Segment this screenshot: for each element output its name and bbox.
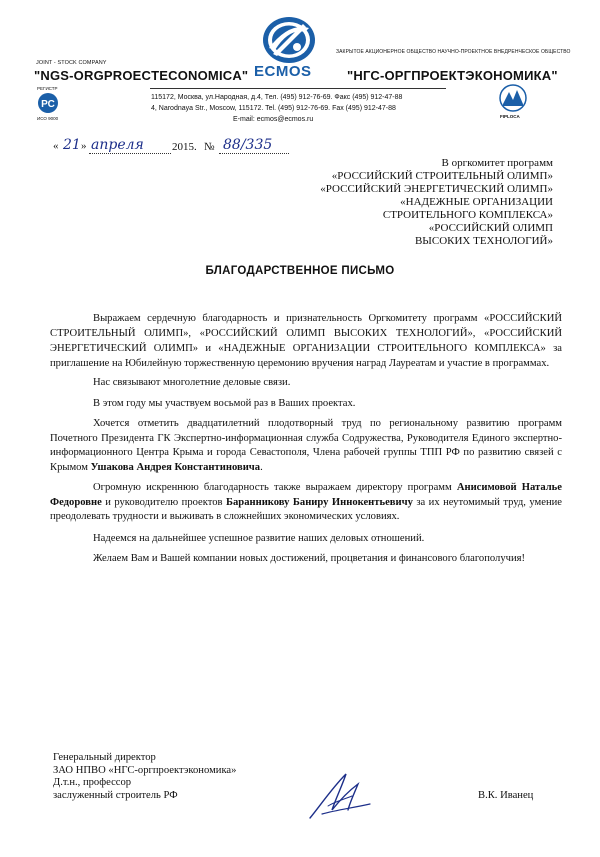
addressee-line: «РОССИЙСКИЙ ОЛИМП [428,222,553,234]
paragraph-4-text: Хочется отметить двадцатилетний плодотворный труд по региональному развитию программ Почетного Президента ГК Экспертно-информационная служба Содружества, Руководителя Единого экспертно-информационного Центра Крыма и города Севастополя, Члена рабочей группы ТПП РФ по развитию связей с Крымом [50,418,562,473]
svg-text:РС: РС [41,99,55,110]
logo-text: ECMOS [254,63,312,80]
paragraph-5-c: за их неутомимый труд, умение преодолевать трудности и выживать в сложнейших экономических условиях. [50,496,562,522]
signature-line: Д.т.н., профессор [53,777,132,789]
number-underline [219,153,289,154]
address-ru: 115172, Москва, ул.Народная, д.4, Тел. (495) 912-76-69. Факс (495) 912-47-88 [151,94,403,101]
addressee-block [320,157,553,248]
addressee-line: СТРОИТЕЛЬНОГО КОМПЛЕКСА» [382,209,553,221]
addressee-line: ВЫСОКИХ ТЕХНОЛОГИЙ» [414,235,553,247]
signature-line: Генеральный директор [53,752,156,763]
registry-label: РЕГИСТР [37,86,58,91]
handwritten-signature-icon [302,766,382,826]
fiploca-emblem-icon [497,84,529,112]
letter-title: БЛАГОДАРСТВЕННОЕ ПИСЬМО [205,265,395,277]
address-en: 4, Narodnaya Str., Moscow, 115172. Tel. (495) 912-76-69. Fax (495) 912-47-88 [151,105,396,112]
addressee-line: «НАДЕЖНЫЕ ОРГАНИЗАЦИИ [400,196,553,208]
company-label-ru: ЗАКРЫТОЕ АКЦИОНЕРНОЕ ОБЩЕСТВО НАУЧНО-ПРОЕКТНОЕ ВНЕДРЕНЧЕСКОЕ ОБЩЕСТВО [336,49,571,55]
fiploca-label: FIPLOCA [500,114,520,119]
company-name-ru: "НГС-ОРГПРОЕКТЭКОНОМИКА" [347,68,558,83]
paragraph-1: Выражаем сердечную благодарность и признательность Оргкомитету программ «РОССИЙСКИЙ СТРОИТЕЛЬНЫЙ ОЛИМП», «РОССИЙСКИЙ ОЛИМП ВЫСОКИХ ТЕХНОЛОГИЙ», «РОССИЙСКИЙ ЭНЕРГЕТИЧЕСКИЙ ОЛИМП» и «НАДЕЖНЫЕ ОРГАНИЗАЦИИ СТРОИТЕЛЬНОГО КОМПЛЕКСА» за приглашение на Юбилейную торжественную церемонию вручения наград Лауреатам и участие в программах. [50,313,562,369]
person-barannikov: Баранникову Баниру Иннокентьевичу [226,496,413,508]
paragraph-6: Надеемся на дальнейшее успешное развитие наших деловых отношений. [93,532,425,544]
paragraph-3: В этом году мы участвуем восьмой раз в Ваших проектах. [93,398,356,409]
person-anisimova: Анисимовой Наталье Федоровне [50,482,562,508]
paragraph-5 [50,481,562,525]
company-label-en: JOINT - STOCK COMPANY [36,60,107,66]
addressee-line: В оргкомитет программ [441,157,553,169]
reference-month: апреля [91,137,144,153]
paragraph-7: Желаем Вам и Вашей компании новых достижений, процветания и финансового благополучия! [93,552,526,564]
reference-number: 88/335 [223,137,273,153]
paragraph-4 [50,417,562,475]
signature-line: ЗАО НПВО «НГС-оргпроектэкономика» [53,764,237,776]
paragraph-4-end: . [260,461,263,473]
registry-logo-icon [37,92,59,114]
signature-line: заслуженный строитель РФ [53,789,178,801]
company-name-en: "NGS-ORGPROECTECONOMICA" [34,68,249,83]
addressee-line: «РОССИЙСКИЙ ЭНЕРГЕТИЧЕСКИЙ ОЛИМП» [320,183,553,195]
person-ushakov: Ушакова Андрея Константиновича [90,461,261,473]
signature-block [53,752,236,802]
header-divider [150,88,446,89]
quote-close: » [81,140,87,152]
paragraph-5-a: Огромную искреннюю благодарность также выражаем директору программ [93,482,452,493]
email: E-mail: ecmos@ecmos.ru [233,116,314,123]
quote-open: « [53,140,59,152]
signer-name: В.К. Иванец [478,790,534,801]
paragraph-5-b: и руководителю проектов [105,496,223,508]
paragraph-2: Нас связывают многолетние деловые связи. [93,377,291,388]
letter-body [50,311,562,566]
reference-year: 2015. [172,141,197,153]
reference-no-label: № [204,141,215,153]
reference-line [53,138,313,158]
month-underline [89,153,171,154]
reference-day: 21 [63,137,81,153]
addressee-line: «РОССИЙСКИЙ СТРОИТЕЛЬНЫЙ ОЛИМП» [331,170,553,182]
registry-sub: ИСО 9000 [37,116,59,121]
ecmos-logo-icon [259,14,319,66]
